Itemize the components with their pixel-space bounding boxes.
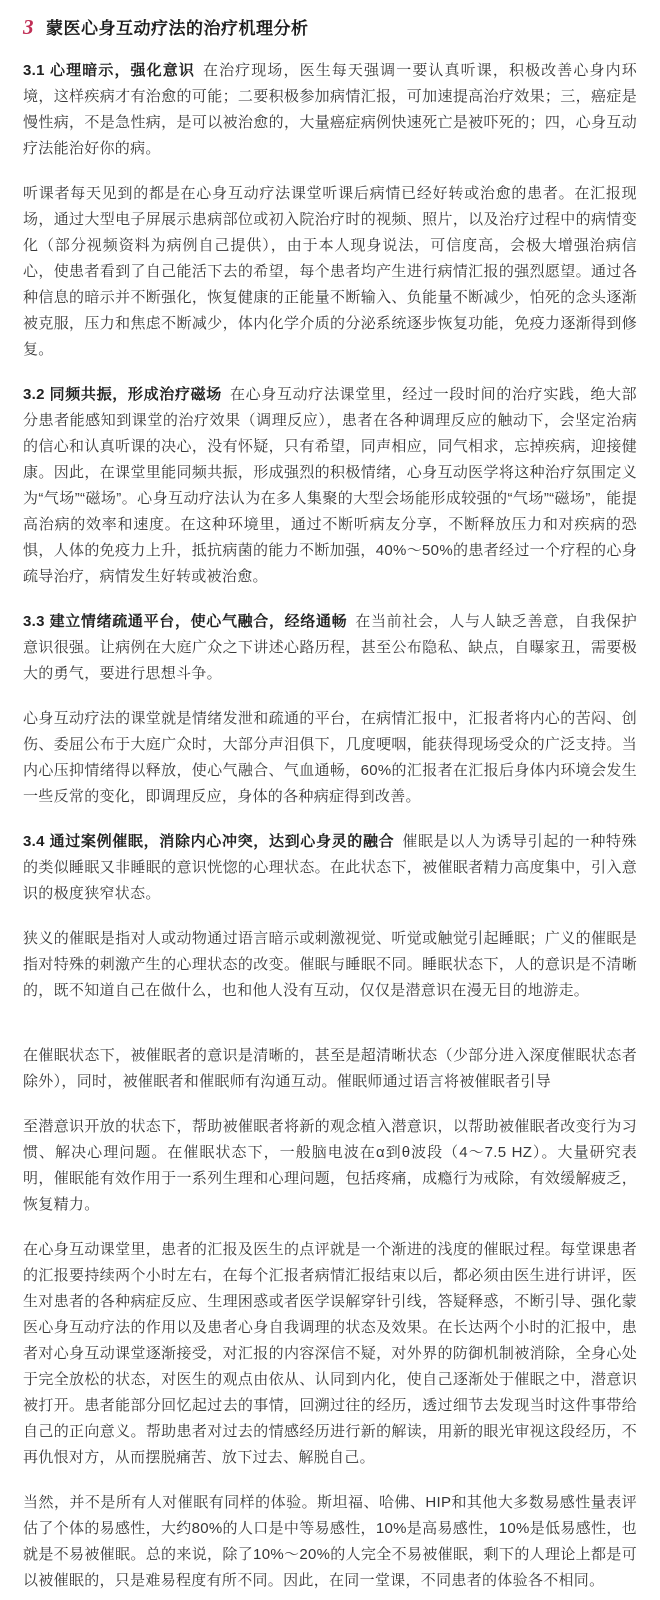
paragraph-3-3-cont <box>23 706 637 810</box>
paragraph-3-1-body: 在治疗现场，医生每天强调一要认真听课，积极改善心身内环境，这样疾病才有治愈的可能；二要积极参加病情汇报，可加速提高治疗效果；三，癌症是慢性病，不是急性病，是可以被治愈的，大量癌症病例快速死亡是被吓死的；四，心身互动疗法能治好你的病。 <box>23 62 637 157</box>
paragraph-hypnosis-state-body: 在催眠状态下，被催眠者的意识是清晰的，甚至是超清晰状态（少部分进入深度催眠状态者除外），同时，被催眠者和催眠师有沟通互动。催眠师通过语言将被催眠者引导 <box>23 1047 637 1090</box>
paragraph-susceptibility <box>23 1490 637 1594</box>
paragraph-3-2-heading: 3.2 同频共振，形成治疗磁场 <box>23 386 222 403</box>
paragraph-classroom-hypnosis <box>23 1237 637 1471</box>
section-title-text: 蒙医心身互动疗法的治疗机理分析 <box>46 19 309 38</box>
paragraph-classroom-hypnosis-body: 在心身互动课堂里，患者的汇报及医生的点评就是一个渐进的浅度的催眠过程。每堂课患者的汇报要持续两个小时左右，在每个汇报者病情汇报结束以后，都必须由医生进行讲评，医生对患者的各种病症反应、生理困惑或者医学误解穿针引线，答疑释惑，不断引导、强化蒙医心身互动疗法的作用以及患者心身自我调理的状态及效果。在长达两个小时的汇报中，患者对心身互动课堂逐渐接受，对汇报的内容深信不疑，对外界的防御机制被消除，全身心处于完全放松的状态，对医生的观点由依从、认同到内化，使自己逐渐处于催眠之中，潜意识被打开。患者能部分回忆起过去的事情，回溯过往的经历，透过细节去发现当时这件事带给自己的正向意义。帮助患者对过去的情感经历进行新的解读，用新的眼光审视这段经历，不再仇恨对方，从而摆脱痛苦、放下过去、解脱自己。 <box>23 1241 637 1466</box>
paragraph-3-3 <box>23 609 637 687</box>
paragraph-subconscious <box>23 1114 637 1218</box>
paragraph-3-4-heading: 3.4 通过案例催眠，消除内心冲突，达到心身灵的融合 <box>23 833 395 850</box>
paragraph-3-1-cont-body: 听课者每天见到的都是在心身互动疗法课堂听课后病情已经好转或治愈的患者。在汇报现场，通过大型电子屏展示患病部位或初入院治疗时的视频、照片，以及治疗过程中的病情变化（部分视频资料为病例自己提供），由于本人现身说法，可信度高，会极大增强治病信心，使患者看到了自己能活下去的希望，每个患者均产生进行病情汇报的强烈愿望。通过各种信息的暗示并不断强化，恢复健康的正能量不断输入、负能量不断减少，怕死的念头逐渐被克服，压力和焦虑不断减少，体内化学介质的分泌系统逐步恢复功能，免疫力逐渐得到修复。 <box>23 185 637 358</box>
paragraph-3-1 <box>23 58 637 162</box>
paragraph-hypnosis-state <box>23 1043 637 1095</box>
paragraph-3-4 <box>23 829 637 907</box>
paragraph-3-1-cont <box>23 181 637 363</box>
paragraph-3-2-body: 在心身互动疗法课堂里，经过一段时间的治疗实践，绝大部分患者能感知到课堂的治疗效果（调理反应），患者在各种调理反应的触动下，会坚定治病的信心和认真听课的决心，没有怀疑，只有希望，同声相应，同气相求，忘掉疾病，迎接健康。因此，在课堂里能同频共振，形成强烈的积极情绪，心身互动医学将这种治疗氛围定义为“气场”“磁场”。心身互动疗法认为在多人集聚的大型会场能形成较强的“气场”“磁场”，能提高治病的效率和速度。在这种环境里，通过不断听病友分享，不断释放压力和对疾病的恐惧，人体的免疫力上升，抵抗病菌的能力不断加强，40%～50%的患者经过一个疗程的心身疏导治疗，病情发生好转或被治愈。 <box>23 386 637 585</box>
paragraph-3-4-body: 催眠是以人为诱导引起的一种特殊的类似睡眠又非睡眠的意识恍惚的心理状态。在此状态下，被催眠者精力高度集中，引入意识的极度狭窄状态。 <box>23 833 637 902</box>
section-title <box>23 12 637 44</box>
paragraph-3-2 <box>23 382 637 590</box>
paragraph-subconscious-body: 至潜意识开放的状态下，帮助被催眠者将新的观念植入潜意识，以帮助被催眠者改变行为习惯、解决心理问题。在催眠状态下，一般脑电波在α到θ波段（4～7.5 HZ）。大量研究表明，催眠能有效作用于一系列生理和心理问题，包括疼痛，成瘾行为戒除，有效缓解疲乏，恢复精力。 <box>23 1118 637 1213</box>
paragraph-hypnosis-definition-body: 狭义的催眠是指对人或动物通过语言暗示或刺激视觉、听觉或触觉引起睡眠；广义的催眠是指对特殊的刺激产生的心理状态的改变。催眠与睡眠不同。睡眠状态下，人的意识是不清晰的，既不知道自己在做什么，也和他人没有互动，仅仅是潜意识在漫无目的地游走。 <box>23 930 637 999</box>
paragraph-hypnosis-definition <box>23 926 637 1004</box>
section-number: 3 <box>23 15 34 39</box>
paragraph-3-1-heading: 3.1 心理暗示，强化意识 <box>23 62 195 79</box>
paragraph-3-3-body: 在当前社会，人与人缺乏善意，自我保护意识很强。让病例在大庭广众之下讲述心路历程，甚至公布隐私、缺点，自曝家丑，需要极大的勇气，要进行思想斗争。 <box>23 613 637 682</box>
paragraph-3-3-heading: 3.3 建立情绪疏通平台，使心气融合，经络通畅 <box>23 613 348 630</box>
paragraph-3-3-cont-body: 心身互动疗法的课堂就是情绪发泄和疏通的平台，在病情汇报中，汇报者将内心的苦闷、创伤、委屈公布于大庭广众时，大部分声泪俱下，几度哽咽，能获得现场受众的广泛支持。当内心压抑情绪得以释放，使心气融合、气血通畅，60%的汇报者在汇报后身体内环境会发生一些反常的变化，即调理反应，身体的各种病症得到改善。 <box>23 710 637 805</box>
paragraph-susceptibility-body: 当然，并不是所有人对催眠有同样的体验。斯坦福、哈佛、HIP和其他大多数易感性量表评估了个体的易感性，大约80%的人口是中等易感性，10%是高易感性，10%是低易感性，也就是不易被催眠。总的来说，除了10%～20%的人完全不易被催眠，剩下的人理论上都是可以被催眠的，只是难易程度有所不同。因此，在同一堂课，不同患者的体验各不相同。 <box>23 1494 637 1589</box>
